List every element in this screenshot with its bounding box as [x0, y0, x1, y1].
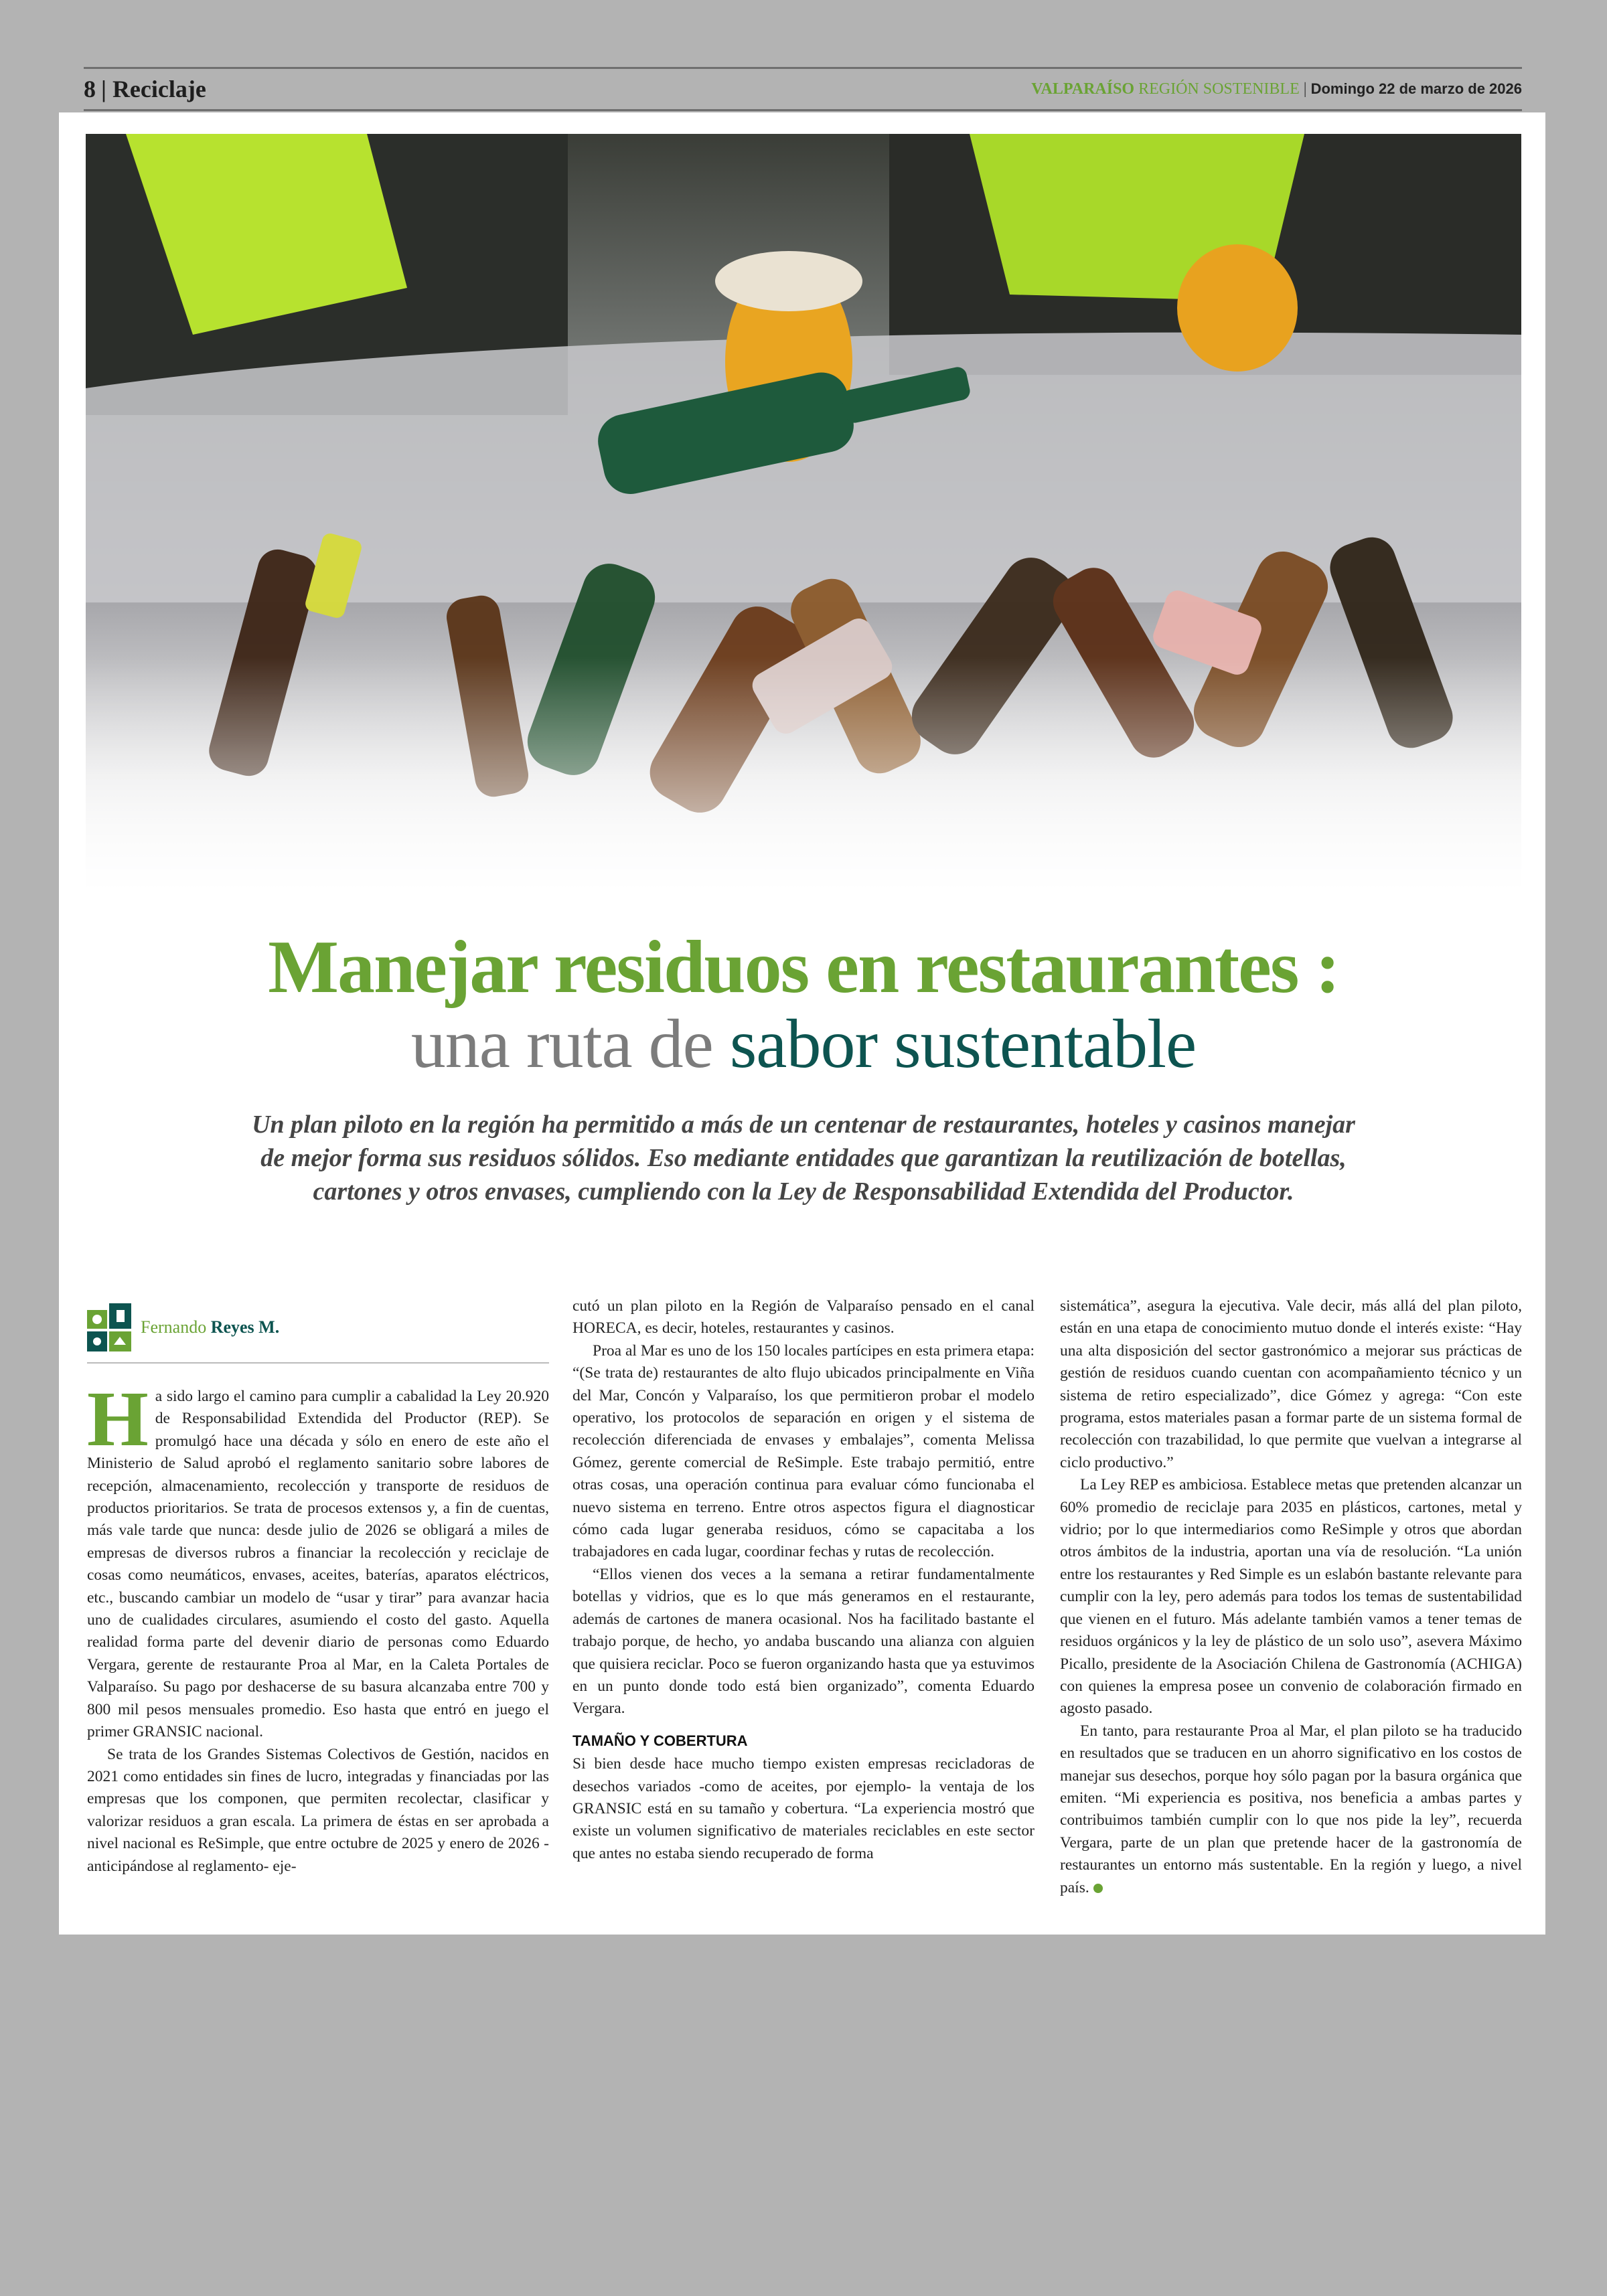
headline [86, 927, 1521, 1081]
author-first: Fernando [141, 1317, 211, 1337]
paragraph: Si bien desde hace mucho tiempo existen empresas recicladoras de desechos variados -como de aceites, por ejemplo- la ventaja de los GRANSIC está en su tamaño y cobertura. “La experiencia mostró que existe un volumen significativo de materiales reciclables en este sector que antes no estaba siendo recuperado de forma [572, 1755, 1035, 1862]
headline-line-2 [86, 1007, 1521, 1081]
brand-name: VALPARAÍSO [1031, 80, 1135, 98]
paragraph: Se trata de los Grandes Sistemas Colectivos de Gestión, nacidos en 2021 como entidades sin fines de lucro, integradas y financiadas por las empresas que los componen, que permiten recolectar, clasificar y valorizar residuos a gran escala. La primera de éstas en ser aprobada a nivel nacional es ReSimple, que entre octubre de 2025 y enero de 2026 -anticipándose al reglamento- eje- [87, 1745, 549, 1875]
author-last: Reyes M. [210, 1317, 280, 1337]
brand-subtitle: REGIÓN SOSTENIBLE [1138, 80, 1300, 98]
page-header [84, 67, 1522, 111]
header-meta: VALPARAÍSO REGIÓN SOSTENIBLE | Domingo 22 de marzo de 2026 [1031, 80, 1522, 98]
subheading: TAMAÑO Y COBERTURA [572, 1732, 748, 1749]
recycling-logo-icon [87, 1303, 131, 1351]
article-column-2 [572, 1295, 1035, 1865]
glass-bottles-recycling-photo-icon [86, 134, 1521, 924]
headline-line-2a: una ruta de [410, 1005, 730, 1082]
page-number: 8 [84, 76, 96, 102]
article-column-3 [1060, 1295, 1522, 1899]
paragraph-text: En tanto, para restaurante Proa al Mar, el plan piloto se ha traducido en resultados que se traducen en un ahorro significativo en los costos de manejar sus desechos, porque hoy sólo pagan por la basura orgánica que emiten. “Mi experiencia es positiva, nos beneficia a ambas partes y contribuimos también cumplir con lo que nos pide la ley”, recuerda Vergara, parte de un plan que pretende hacer de la gastronomía de restaurantes un entorno más sustentable. En la región y luego, a nivel país. [1060, 1722, 1522, 1896]
headline-accent: sabor sustentable [729, 1005, 1197, 1082]
section-title: 8 | Reciclaje [84, 76, 206, 102]
drop-cap: H [87, 1375, 149, 1463]
author-name [141, 1317, 279, 1337]
paragraph [1060, 1720, 1522, 1899]
paragraph [87, 1375, 549, 1744]
paragraph: “Ellos vienen dos veces a la semana a retirar fundamentalmente botellas y vidrios, que es lo que más generamos en el restaurante, además de cartones de manera ocasional. Nos ha facilitado bastante el trabajo porque, de hecho, yo andaba buscando una alianza con alguien que quisiera reciclar. Poco se fueron organizando hasta que ya estuvimos en un punto donde todo está bien organizado”, comenta Eduardo Vergara. [572, 1565, 1035, 1718]
headline-line-1: Manejar residuos en restaurantes : [268, 926, 1339, 1009]
paragraph: La Ley REP es ambiciosa. Establece metas que pretenden alcanzar un 60% promedio de reciclaje para 2035 en plásticos, cartones, metal y vidrio; por lo que intermediarios como ReSimple y otros que abordan otros ámbitos de la industria, aportan una vía de resolución. “La unión entre los restaurantes y Red Simple es un eslabón bastante relevante para cumplir con la ley, pero además para todos los temas de sustentabilidad que vienen en el futuro. Más adelante también vamos a tener temas de residuos orgánicos y la ley de plástico de un solo uso”, asevera Máximo Picallo, presidente de la Asociación Chilena de Gastronomía (ACHIGA) con quienes la empresa posee un convenio de colaboración firmado en agosto pasado. [1060, 1476, 1522, 1718]
issue-date: Domingo 22 de marzo de 2026 [1310, 80, 1522, 97]
byline [87, 1292, 549, 1364]
paragraph: cutó un plan piloto en la Región de Valparaíso pensado en el canal HORECA, es decir, hoteles, restaurantes y casinos. [572, 1297, 1035, 1337]
paragraph: Proa al Mar es uno de los 150 locales partícipes en esta primera etapa: “(Se trata de) restaurantes de alto flujo ubicados principalmente en Viña del Mar, Concón y Valparaíso, los que permitieron probar el modelo operativo, los protocolos de separación en origen y el sistema de recolección diferenciada de envases y embalajes”, comenta Melissa Gómez, gerente comercial de ReSimple. Este trabajo permitió, entre otras cosas, una operación continua para evaluar cómo funcionaba el nuevo sistema en terreno. Entre otros aspectos figura el diagnosticar cómo cada lugar generaba residuos, cómo se capacitaba a los trabajadores en cada lugar, coordinar fechas y rutas de recolección. [572, 1341, 1035, 1561]
article-column-1 [87, 1375, 549, 1878]
hero-photo [86, 134, 1521, 924]
end-mark-icon [1093, 1884, 1103, 1893]
paragraph: sistemática”, asegura la ejecutiva. Vale decir, más allá del plan piloto, están en una etapa de conocimiento mutuo donde el interés existe: “Hay una alta disposición del sector gastronómico a mejorar sus prácticas de gestión de residuos cuando cuentan con acompañamiento técnico y un sistema de retiro especializado”, dice Gómez y agrega: “Con este programa, estos materiales pasan a formar parte de un sistema formal de recolección con trazabilidad, lo que permite que vuelvan a integrarse al ciclo productivo.” [1060, 1297, 1522, 1471]
article-deck: Un plan piloto en la región ha permitido a más de un centenar de restaurantes, hoteles y casinos manejar de mejor forma sus residuos sólidos. Eso mediante entidades que garantizan la reutilización de botellas, cartones y otros envases, cumpliendo con la Ley de Responsabilidad Extendida del Productor. [252, 1111, 1355, 1206]
paragraph-text: a sido largo el camino para cumplir a cabalidad la Ley 20.920 de Responsabilidad Extendida del Productor (REP). Se promulgó hace una década y sólo en enero de este año el Ministerio de Salud aprobó el reglamento sanitario sobre labores de recepción, almacenamiento, recolección y transporte de residuos de productos prioritarios. Se trata de procesos extensos y, a fin de cuentas, más vale tarde que nunca: desde julio de 2026 se obligará a miles de empresas de diversos rubros a financiar la recolección y reciclaje de cosas como neumáticos, envases, aceites, baterías, aparatos eléctricos, etc., buscando cambiar un modelo de “usar y tirar” para avanzar hacia uno de cualidades circulares, asumiendo el costo del gasto. Aquella realidad forma parte del devenir diario de personas como Eduardo Vergara, gerente de restaurante Proa al Mar, en la Caleta Portales de Valparaíso. Su pago por deshacerse de su basura alcanzaba entre 700 y 800 mil pesos mensuales promedio. Eso hasta que entró en juego el primer GRANSIC nacional. [87, 1388, 549, 1741]
section-name: Reciclaje [112, 76, 206, 102]
